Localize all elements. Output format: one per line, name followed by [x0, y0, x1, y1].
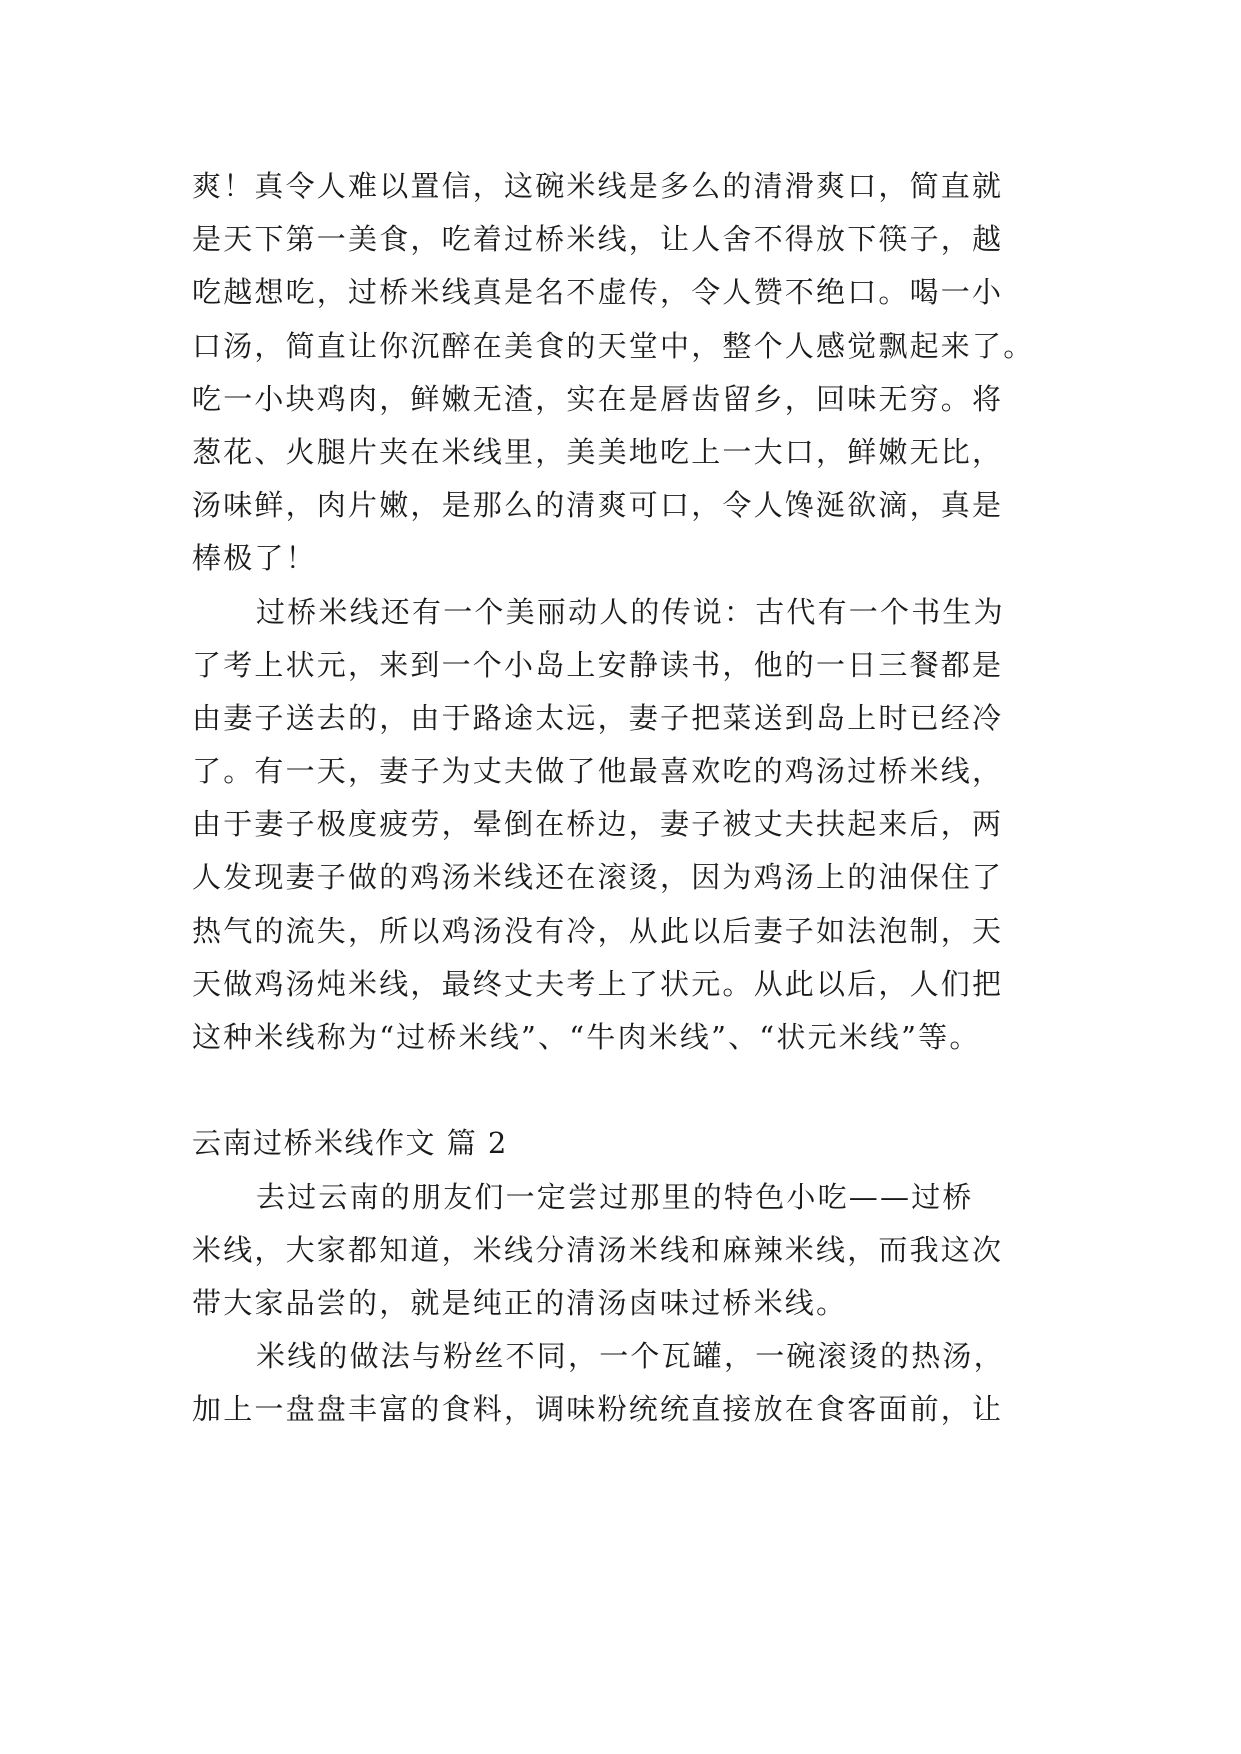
text-line: 由妻子送去的，由于路途太远，妻子把菜送到岛上时已经冷 [192, 700, 1004, 735]
text-line: 吃越想吃，过桥米线真是名不虚传，令人赞不绝口。喝一小 [192, 275, 1004, 310]
text-line: 是天下第一美食，吃着过桥米线，让人舍不得放下筷子，越 [192, 222, 1004, 257]
text-line: 米线，大家都知道，米线分清汤米线和麻辣米线，而我这次 [192, 1232, 1004, 1267]
text-line: 吃一小块鸡肉，鲜嫩无渣，实在是唇齿留乡，回味无穷。将 [192, 381, 1004, 416]
text-line: 去过云南的朋友们一定尝过那里的特色小吃——过桥 [256, 1179, 974, 1214]
text-line: 热气的流失，所以鸡汤没有冷，从此以后妻子如法泡制，天 [192, 913, 1004, 948]
text-line: 加上一盘盘丰富的食料，调味粉统统直接放在食客面前，让 [192, 1392, 1004, 1427]
text-line: 棒极了！ [192, 541, 317, 576]
text-line: 由于妻子极度疲劳，晕倒在桥边，妻子被丈夫扶起来后，两 [192, 807, 1004, 842]
text-line: 带大家品尝的，就是纯正的清汤卤味过桥米线。 [192, 1285, 848, 1320]
section-gap [192, 1064, 1072, 1117]
document-body [192, 160, 1072, 1437]
text-line: 了。有一天，妻子为丈夫做了他最喜欢吃的鸡汤过桥米线， [192, 754, 1004, 789]
text-line: 米线的做法与粉丝不同，一个瓦罐，一碗滚烫的热汤， [256, 1339, 1005, 1374]
paragraph-4 [192, 1330, 1072, 1436]
text-line: 汤味鲜，肉片嫩，是那么的清爽可口，令人馋涎欲滴，真是 [192, 488, 1004, 523]
text-line: 天做鸡汤炖米线，最终丈夫考上了状元。从此以后，人们把 [192, 966, 1004, 1001]
text-line: 口汤，简直让你沉醉在美食的天堂中，整个人感觉飘起来了。 [192, 328, 1035, 363]
paragraph-2 [192, 586, 1072, 1065]
section-heading: 云南过桥米线作文 篇 2 [192, 1126, 508, 1161]
paragraph-1 [192, 160, 1072, 586]
text-line: 葱花、火腿片夹在米线里，美美地吃上一大口，鲜嫩无比， [192, 434, 1004, 469]
paragraph-3 [192, 1171, 1072, 1331]
text-line: 这种米线称为“过桥米线”、“牛肉米线”、“状元米线”等。 [192, 1020, 981, 1054]
text-line: 了考上状元，来到一个小岛上安静读书，他的一日三餐都是 [192, 647, 1004, 682]
text-line: 过桥米线还有一个美丽动人的传说：古代有一个书生为 [256, 594, 1005, 629]
text-line: 人发现妻子做的鸡汤米线还在滚烫，因为鸡汤上的油保住了 [192, 860, 1004, 895]
text-line: 爽！真令人难以置信，这碗米线是多么的清滑爽口，简直就 [192, 169, 1004, 203]
